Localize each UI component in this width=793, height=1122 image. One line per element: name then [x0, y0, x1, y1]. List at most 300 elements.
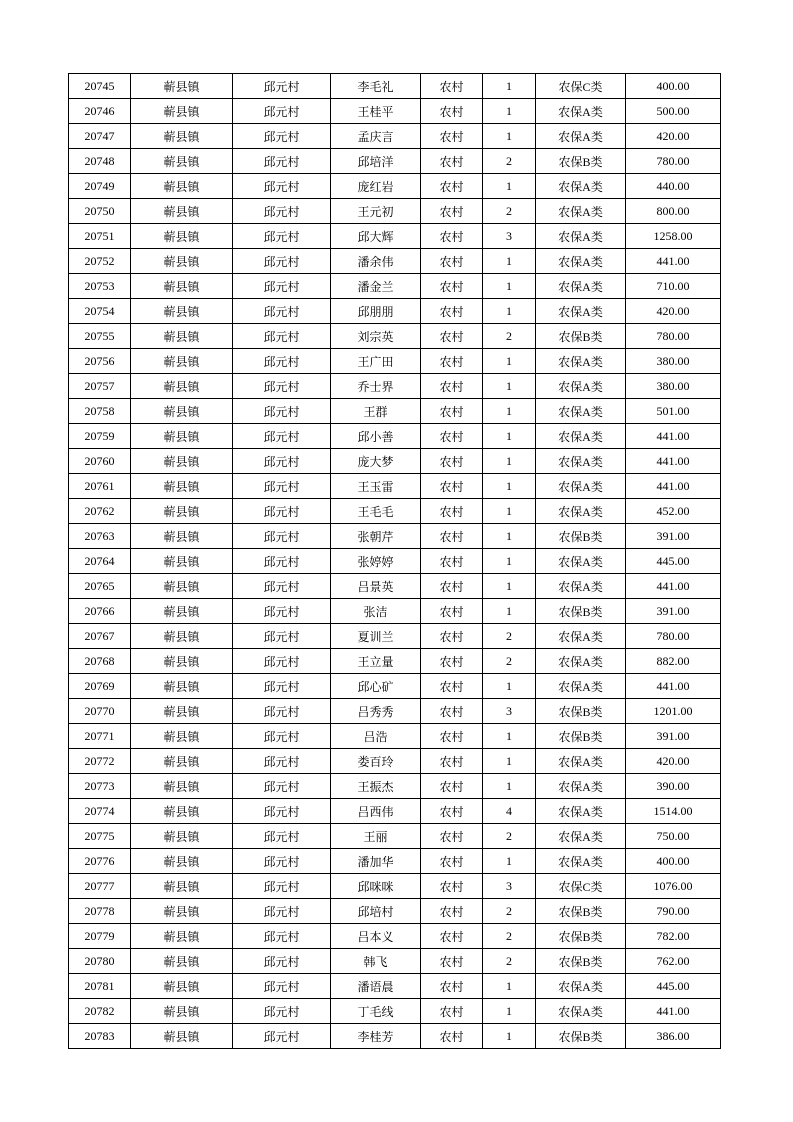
table-cell-id: 20768 [69, 649, 131, 674]
table-cell-village: 邱元村 [233, 149, 331, 174]
table-cell-village: 邱元村 [233, 524, 331, 549]
table-cell-id: 20754 [69, 299, 131, 324]
table-cell-name: 张朝芹 [331, 524, 421, 549]
table-cell-town: 蕲县镇 [131, 874, 233, 899]
table-cell-town: 蕲县镇 [131, 849, 233, 874]
table-cell-town: 蕲县镇 [131, 499, 233, 524]
table-cell-count: 2 [483, 899, 536, 924]
table-cell-count: 4 [483, 799, 536, 824]
table-cell-village: 邱元村 [233, 124, 331, 149]
table-cell-id: 20765 [69, 574, 131, 599]
table-cell-count: 1 [483, 524, 536, 549]
table-cell-name: 邱大辉 [331, 224, 421, 249]
table-cell-type: 农村 [421, 624, 483, 649]
table-cell-village: 邱元村 [233, 349, 331, 374]
table-cell-village: 邱元村 [233, 449, 331, 474]
table-row [69, 899, 721, 924]
table-cell-name: 庞红岩 [331, 174, 421, 199]
table-cell-amount: 800.00 [626, 199, 721, 224]
table-row [69, 599, 721, 624]
table-cell-town: 蕲县镇 [131, 224, 233, 249]
table-cell-amount: 400.00 [626, 849, 721, 874]
table-cell-town: 蕲县镇 [131, 724, 233, 749]
table-cell-count: 1 [483, 549, 536, 574]
table-cell-count: 1 [483, 249, 536, 274]
table-cell-town: 蕲县镇 [131, 574, 233, 599]
table-cell-town: 蕲县镇 [131, 299, 233, 324]
table-cell-category: 农保B类 [536, 1024, 626, 1049]
table-cell-amount: 762.00 [626, 949, 721, 974]
table-cell-category: 农保C类 [536, 874, 626, 899]
table-cell-category: 农保A类 [536, 99, 626, 124]
table-cell-id: 20763 [69, 524, 131, 549]
table-cell-count: 1 [483, 499, 536, 524]
table-cell-id: 20780 [69, 949, 131, 974]
table-row [69, 624, 721, 649]
table-cell-count: 1 [483, 449, 536, 474]
table-cell-count: 2 [483, 924, 536, 949]
table-cell-amount: 441.00 [626, 474, 721, 499]
table-cell-name: 李桂芳 [331, 1024, 421, 1049]
table-cell-count: 1 [483, 299, 536, 324]
table-cell-amount: 1258.00 [626, 224, 721, 249]
table-cell-village: 邱元村 [233, 874, 331, 899]
table-cell-id: 20755 [69, 324, 131, 349]
table-cell-category: 农保A类 [536, 199, 626, 224]
table-cell-name: 刘宗英 [331, 324, 421, 349]
table-cell-village: 邱元村 [233, 299, 331, 324]
table-cell-category: 农保A类 [536, 374, 626, 399]
table-cell-name: 王毛毛 [331, 499, 421, 524]
table-cell-amount: 1076.00 [626, 874, 721, 899]
table-cell-village: 邱元村 [233, 499, 331, 524]
table-cell-count: 1 [483, 849, 536, 874]
table-cell-town: 蕲县镇 [131, 349, 233, 374]
table-row [69, 449, 721, 474]
table-cell-town: 蕲县镇 [131, 424, 233, 449]
table-cell-type: 农村 [421, 149, 483, 174]
table-cell-category: 农保A类 [536, 249, 626, 274]
table-row [69, 849, 721, 874]
table-cell-name: 张洁 [331, 599, 421, 624]
table-cell-id: 20782 [69, 999, 131, 1024]
table-row [69, 199, 721, 224]
table-cell-town: 蕲县镇 [131, 549, 233, 574]
table-cell-type: 农村 [421, 749, 483, 774]
table-cell-count: 1 [483, 349, 536, 374]
table-row [69, 324, 721, 349]
table-row [69, 674, 721, 699]
table-cell-type: 农村 [421, 374, 483, 399]
table-cell-type: 农村 [421, 824, 483, 849]
table-cell-type: 农村 [421, 299, 483, 324]
table-cell-category: 农保A类 [536, 474, 626, 499]
table-cell-amount: 440.00 [626, 174, 721, 199]
table-cell-name: 王群 [331, 399, 421, 424]
table-cell-amount: 750.00 [626, 824, 721, 849]
table-cell-count: 2 [483, 324, 536, 349]
table-cell-type: 农村 [421, 174, 483, 199]
table-cell-amount: 441.00 [626, 424, 721, 449]
table-cell-amount: 782.00 [626, 924, 721, 949]
table-cell-village: 邱元村 [233, 74, 331, 99]
table-cell-type: 农村 [421, 474, 483, 499]
table-cell-type: 农村 [421, 199, 483, 224]
table-cell-type: 农村 [421, 599, 483, 624]
table-cell-village: 邱元村 [233, 399, 331, 424]
table-cell-village: 邱元村 [233, 224, 331, 249]
table-cell-id: 20756 [69, 349, 131, 374]
table-cell-count: 2 [483, 824, 536, 849]
table-cell-village: 邱元村 [233, 724, 331, 749]
table-cell-town: 蕲县镇 [131, 524, 233, 549]
table-cell-amount: 445.00 [626, 549, 721, 574]
table-cell-name: 王桂平 [331, 99, 421, 124]
table-cell-id: 20747 [69, 124, 131, 149]
table-cell-amount: 780.00 [626, 324, 721, 349]
table-cell-type: 农村 [421, 699, 483, 724]
table-row [69, 1024, 721, 1049]
table-row [69, 749, 721, 774]
table-cell-type: 农村 [421, 399, 483, 424]
table-cell-count: 1 [483, 1024, 536, 1049]
table-cell-category: 农保B类 [536, 149, 626, 174]
table-cell-category: 农保A类 [536, 549, 626, 574]
table-cell-count: 1 [483, 774, 536, 799]
table-cell-village: 邱元村 [233, 324, 331, 349]
table-cell-town: 蕲县镇 [131, 99, 233, 124]
table-cell-town: 蕲县镇 [131, 599, 233, 624]
table-cell-name: 吕秀秀 [331, 699, 421, 724]
table-row [69, 649, 721, 674]
table-cell-town: 蕲县镇 [131, 749, 233, 774]
table-cell-town: 蕲县镇 [131, 174, 233, 199]
table-cell-id: 20762 [69, 499, 131, 524]
table-cell-amount: 1201.00 [626, 699, 721, 724]
table-cell-amount: 390.00 [626, 774, 721, 799]
table-cell-town: 蕲县镇 [131, 199, 233, 224]
table-cell-type: 农村 [421, 799, 483, 824]
table-cell-name: 吕西伟 [331, 799, 421, 824]
table-row [69, 874, 721, 899]
table-row [69, 924, 721, 949]
table-cell-town: 蕲县镇 [131, 449, 233, 474]
table-cell-name: 娄百玲 [331, 749, 421, 774]
table-cell-category: 农保A类 [536, 649, 626, 674]
table-cell-name: 潘语晨 [331, 974, 421, 999]
table-cell-amount: 441.00 [626, 999, 721, 1024]
table-cell-id: 20783 [69, 1024, 131, 1049]
table-cell-category: 农保B类 [536, 899, 626, 924]
table-cell-type: 农村 [421, 99, 483, 124]
table-cell-name: 乔士界 [331, 374, 421, 399]
table-cell-name: 潘加华 [331, 849, 421, 874]
table-cell-town: 蕲县镇 [131, 699, 233, 724]
table-cell-count: 2 [483, 949, 536, 974]
table-cell-town: 蕲县镇 [131, 649, 233, 674]
table-row [69, 724, 721, 749]
table-cell-amount: 391.00 [626, 599, 721, 624]
table-cell-category: 农保A类 [536, 799, 626, 824]
table-row [69, 799, 721, 824]
table-cell-town: 蕲县镇 [131, 924, 233, 949]
table-cell-village: 邱元村 [233, 549, 331, 574]
table-cell-town: 蕲县镇 [131, 974, 233, 999]
table-cell-id: 20778 [69, 899, 131, 924]
table-cell-amount: 452.00 [626, 499, 721, 524]
table-cell-village: 邱元村 [233, 599, 331, 624]
table-cell-type: 农村 [421, 449, 483, 474]
table-cell-type: 农村 [421, 899, 483, 924]
table-cell-name: 王元初 [331, 199, 421, 224]
table-cell-category: 农保A类 [536, 574, 626, 599]
table-cell-id: 20771 [69, 724, 131, 749]
table-cell-village: 邱元村 [233, 624, 331, 649]
table-cell-category: 农保A类 [536, 999, 626, 1024]
table-cell-category: 农保A类 [536, 174, 626, 199]
table-cell-village: 邱元村 [233, 924, 331, 949]
table-cell-amount: 780.00 [626, 624, 721, 649]
table-cell-amount: 420.00 [626, 124, 721, 149]
table-cell-category: 农保A类 [536, 624, 626, 649]
table-cell-town: 蕲县镇 [131, 74, 233, 99]
table-cell-category: 农保A类 [536, 299, 626, 324]
table-cell-town: 蕲县镇 [131, 249, 233, 274]
table-cell-town: 蕲县镇 [131, 824, 233, 849]
table-cell-town: 蕲县镇 [131, 674, 233, 699]
table-cell-type: 农村 [421, 974, 483, 999]
table-cell-amount: 420.00 [626, 299, 721, 324]
table-cell-name: 邱小善 [331, 424, 421, 449]
table-cell-count: 1 [483, 724, 536, 749]
table-cell-amount: 441.00 [626, 674, 721, 699]
table-cell-count: 1 [483, 424, 536, 449]
table-cell-village: 邱元村 [233, 999, 331, 1024]
table-cell-amount: 500.00 [626, 99, 721, 124]
table-cell-town: 蕲县镇 [131, 324, 233, 349]
table-cell-town: 蕲县镇 [131, 999, 233, 1024]
table-cell-town: 蕲县镇 [131, 124, 233, 149]
table-cell-category: 农保A类 [536, 424, 626, 449]
table-cell-amount: 445.00 [626, 974, 721, 999]
table-row [69, 424, 721, 449]
table-cell-category: 农保A类 [536, 124, 626, 149]
table-cell-town: 蕲县镇 [131, 774, 233, 799]
table-cell-id: 20772 [69, 749, 131, 774]
table-cell-id: 20777 [69, 874, 131, 899]
table-cell-type: 农村 [421, 549, 483, 574]
table-cell-category: 农保B类 [536, 599, 626, 624]
table-cell-id: 20761 [69, 474, 131, 499]
table-cell-type: 农村 [421, 999, 483, 1024]
table-cell-id: 20767 [69, 624, 131, 649]
table-cell-village: 邱元村 [233, 424, 331, 449]
table-cell-name: 丁毛线 [331, 999, 421, 1024]
table-cell-type: 农村 [421, 74, 483, 99]
table-cell-category: 农保A类 [536, 349, 626, 374]
table-cell-amount: 780.00 [626, 149, 721, 174]
table-cell-type: 农村 [421, 924, 483, 949]
table-cell-name: 潘金兰 [331, 274, 421, 299]
table-cell-name: 韩飞 [331, 949, 421, 974]
table-cell-count: 1 [483, 674, 536, 699]
table-cell-type: 农村 [421, 249, 483, 274]
table-cell-count: 1 [483, 574, 536, 599]
table-cell-id: 20758 [69, 399, 131, 424]
table-cell-village: 邱元村 [233, 199, 331, 224]
table-row [69, 249, 721, 274]
table-cell-village: 邱元村 [233, 274, 331, 299]
table-cell-category: 农保A类 [536, 399, 626, 424]
table-cell-type: 农村 [421, 774, 483, 799]
table-cell-id: 20752 [69, 249, 131, 274]
table-cell-id: 20760 [69, 449, 131, 474]
table-cell-category: 农保B类 [536, 724, 626, 749]
table-cell-name: 王玉雷 [331, 474, 421, 499]
table-cell-id: 20745 [69, 74, 131, 99]
table-cell-count: 1 [483, 274, 536, 299]
table-cell-amount: 441.00 [626, 249, 721, 274]
table-cell-type: 农村 [421, 524, 483, 549]
table-cell-town: 蕲县镇 [131, 149, 233, 174]
subsidy-table-body [69, 74, 721, 1049]
table-cell-category: 农保B类 [536, 524, 626, 549]
table-cell-type: 农村 [421, 324, 483, 349]
table-cell-amount: 441.00 [626, 574, 721, 599]
table-row [69, 474, 721, 499]
table-cell-amount: 441.00 [626, 449, 721, 474]
table-cell-amount: 380.00 [626, 349, 721, 374]
table-cell-id: 20759 [69, 424, 131, 449]
table-cell-category: 农保B类 [536, 324, 626, 349]
table-cell-id: 20750 [69, 199, 131, 224]
table-cell-amount: 882.00 [626, 649, 721, 674]
table-cell-count: 1 [483, 974, 536, 999]
table-cell-town: 蕲县镇 [131, 624, 233, 649]
table-cell-category: 农保A类 [536, 674, 626, 699]
table-row [69, 949, 721, 974]
table-cell-name: 吕浩 [331, 724, 421, 749]
table-row [69, 374, 721, 399]
table-cell-count: 3 [483, 224, 536, 249]
table-cell-village: 邱元村 [233, 649, 331, 674]
table-cell-category: 农保A类 [536, 274, 626, 299]
table-cell-village: 邱元村 [233, 249, 331, 274]
table-cell-amount: 391.00 [626, 524, 721, 549]
table-cell-town: 蕲县镇 [131, 899, 233, 924]
table-cell-type: 农村 [421, 674, 483, 699]
table-cell-category: 农保A类 [536, 749, 626, 774]
table-cell-count: 1 [483, 474, 536, 499]
table-cell-category: 农保A类 [536, 499, 626, 524]
table-cell-village: 邱元村 [233, 674, 331, 699]
table-cell-name: 邱咪咪 [331, 874, 421, 899]
table-cell-village: 邱元村 [233, 574, 331, 599]
table-cell-town: 蕲县镇 [131, 949, 233, 974]
table-cell-amount: 790.00 [626, 899, 721, 924]
table-cell-name: 邱培村 [331, 899, 421, 924]
table-cell-amount: 420.00 [626, 749, 721, 774]
table-row [69, 549, 721, 574]
table-cell-count: 1 [483, 599, 536, 624]
table-cell-amount: 391.00 [626, 724, 721, 749]
table-cell-name: 王立量 [331, 649, 421, 674]
table-cell-count: 2 [483, 199, 536, 224]
table-row [69, 499, 721, 524]
table-cell-type: 农村 [421, 724, 483, 749]
table-cell-category: 农保A类 [536, 974, 626, 999]
table-row [69, 74, 721, 99]
table-cell-category: 农保A类 [536, 449, 626, 474]
table-cell-type: 农村 [421, 1024, 483, 1049]
table-cell-amount: 400.00 [626, 74, 721, 99]
table-cell-count: 1 [483, 999, 536, 1024]
table-row [69, 999, 721, 1024]
table-cell-id: 20757 [69, 374, 131, 399]
table-cell-amount: 380.00 [626, 374, 721, 399]
table-row [69, 524, 721, 549]
table-cell-name: 潘余伟 [331, 249, 421, 274]
table-cell-name: 庞大梦 [331, 449, 421, 474]
table-cell-count: 3 [483, 699, 536, 724]
table-cell-count: 1 [483, 74, 536, 99]
table-cell-name: 邱心矿 [331, 674, 421, 699]
table-cell-village: 邱元村 [233, 824, 331, 849]
table-cell-amount: 710.00 [626, 274, 721, 299]
table-row [69, 124, 721, 149]
table-cell-name: 李毛礼 [331, 74, 421, 99]
table-cell-count: 2 [483, 649, 536, 674]
table-cell-id: 20770 [69, 699, 131, 724]
table-row [69, 399, 721, 424]
table-cell-village: 邱元村 [233, 174, 331, 199]
table-cell-id: 20776 [69, 849, 131, 874]
table-cell-name: 吕本义 [331, 924, 421, 949]
table-cell-village: 邱元村 [233, 474, 331, 499]
table-row [69, 699, 721, 724]
table-cell-category: 农保B类 [536, 949, 626, 974]
table-cell-id: 20774 [69, 799, 131, 824]
table-cell-name: 王广田 [331, 349, 421, 374]
table-cell-category: 农保A类 [536, 224, 626, 249]
table-row [69, 174, 721, 199]
table-cell-type: 农村 [421, 949, 483, 974]
table-cell-count: 1 [483, 749, 536, 774]
table-cell-name: 王振杰 [331, 774, 421, 799]
table-cell-type: 农村 [421, 274, 483, 299]
table-row [69, 824, 721, 849]
table-cell-name: 孟庆言 [331, 124, 421, 149]
table-cell-village: 邱元村 [233, 774, 331, 799]
table-cell-name: 王丽 [331, 824, 421, 849]
table-cell-count: 1 [483, 99, 536, 124]
table-cell-id: 20779 [69, 924, 131, 949]
table-cell-id: 20773 [69, 774, 131, 799]
table-cell-type: 农村 [421, 124, 483, 149]
table-cell-count: 1 [483, 399, 536, 424]
table-cell-id: 20769 [69, 674, 131, 699]
subsidy-table [68, 73, 721, 1049]
table-cell-amount: 501.00 [626, 399, 721, 424]
table-cell-count: 1 [483, 174, 536, 199]
table-cell-category: 农保B类 [536, 924, 626, 949]
table-cell-id: 20764 [69, 549, 131, 574]
table-cell-amount: 386.00 [626, 1024, 721, 1049]
table-cell-count: 2 [483, 624, 536, 649]
table-row [69, 974, 721, 999]
table-cell-village: 邱元村 [233, 699, 331, 724]
table-cell-id: 20781 [69, 974, 131, 999]
